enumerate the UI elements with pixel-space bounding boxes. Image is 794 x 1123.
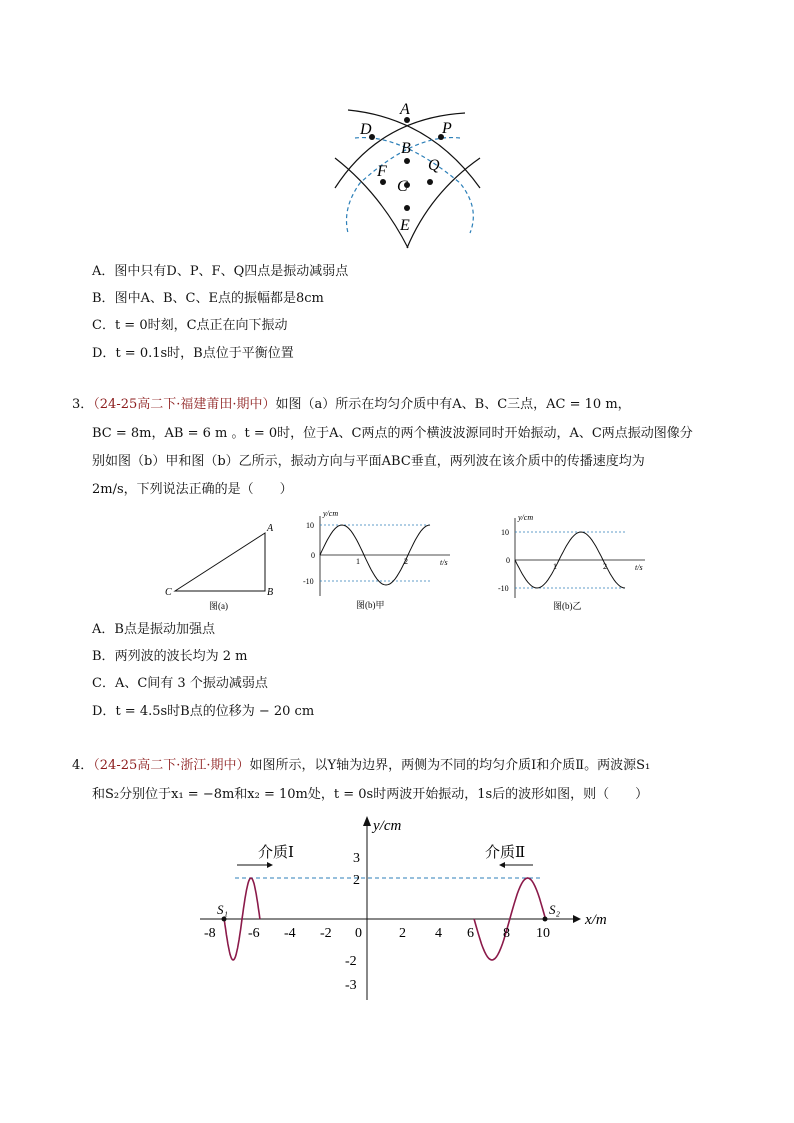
y-label: y/cm xyxy=(518,513,534,522)
q3-option-a[interactable]: A．B点是振动加强点 xyxy=(92,622,215,637)
x-tick: -2 xyxy=(320,926,332,941)
y-tick-2: 2 xyxy=(353,873,360,888)
label-e: E xyxy=(400,217,410,234)
x-tick: 0 xyxy=(355,926,362,941)
q2-option-d[interactable]: D．t = 0.1s时，B点位于平衡位置 xyxy=(92,346,294,361)
interference-figure xyxy=(320,98,500,253)
medium1-label: 介质Ⅰ xyxy=(258,845,294,861)
source-s2 xyxy=(543,917,548,922)
x-label: t/s xyxy=(440,558,448,567)
y-tick-neg2: -2 xyxy=(345,954,357,969)
x-tick-1: 1 xyxy=(553,562,557,571)
y-tick-0: 0 xyxy=(506,556,510,565)
label-d: D xyxy=(360,121,372,138)
y-axis-arrow xyxy=(363,816,371,826)
caption-a: 图(a) xyxy=(209,601,228,611)
y-tick-neg10: -10 xyxy=(498,584,509,593)
x-axis-arrow xyxy=(573,915,581,923)
label-q: Q xyxy=(428,157,440,174)
crest-arc xyxy=(335,158,408,248)
label-c: C xyxy=(397,178,408,195)
q4-source: （24-25高二下·浙江·期中） xyxy=(93,758,250,773)
label-a: A xyxy=(267,523,274,534)
y-tick-10: 10 xyxy=(306,521,314,530)
x-tick: -6 xyxy=(248,926,260,941)
x-tick-2: 2 xyxy=(404,557,408,566)
x-tick: 6 xyxy=(467,926,474,941)
x-label: t/s xyxy=(635,563,643,572)
label-s1: S₁ xyxy=(217,902,229,917)
label-c: C xyxy=(165,587,172,598)
x-tick: 10 xyxy=(536,926,550,941)
x-tick: -8 xyxy=(204,926,216,941)
y-tick-neg3: -3 xyxy=(345,978,357,993)
caption-b2: 图(b)乙 xyxy=(553,601,582,611)
y-tick-0: 0 xyxy=(311,551,315,560)
point-q xyxy=(427,179,433,185)
q3-stem-line4: 2m/s，下列说法正确的是（ ） xyxy=(92,482,293,497)
y-tick-3: 3 xyxy=(353,851,360,866)
y-label: y/cm xyxy=(373,818,402,834)
q4-stem-line2: 和S₂分别位于x₁ = −8m和x₂ = 10m处，t = 0s时两波开始振动，1s后的波形如图，则（ ） xyxy=(92,787,649,802)
q3-stem-line3: 别如图（b）甲和图（b）乙所示，振动方向与平面ABC垂直，两列波在该介质中的传播速度均为 xyxy=(92,454,645,469)
point-b xyxy=(404,158,410,164)
medium1-arrowhead xyxy=(267,862,273,868)
chart-b2 xyxy=(487,510,657,615)
trough-arc xyxy=(355,138,473,233)
label-s2: S₂ xyxy=(549,902,561,917)
medium2-arrowhead xyxy=(499,862,505,868)
x-label: x/m xyxy=(585,912,607,928)
q3-option-d[interactable]: D．t = 4.5s时B点的位移为 − 20 cm xyxy=(92,704,315,719)
y-tick-neg10: -10 xyxy=(303,577,314,586)
x-tick: -4 xyxy=(284,926,296,941)
triangle-abc xyxy=(175,533,265,591)
label-a: A xyxy=(400,101,410,118)
x-tick: 8 xyxy=(503,926,510,941)
q4-stem-line1: 4．（24-25高二下·浙江·期中）如图所示，以Y轴为边界，两侧为不同的均匀介质Ⅰ和介质Ⅱ。两波源S₁ xyxy=(72,758,651,773)
caption-b1: 图(b)甲 xyxy=(356,600,385,610)
x-tick-1: 1 xyxy=(356,557,360,566)
x-tick-2: 2 xyxy=(603,562,607,571)
q3-stem-line1: 3．（24-25高二下·福建莆田·期中）如图（a）所示在均匀介质中有A、B、C三点，AC = 10 m， xyxy=(72,397,631,412)
label-b: B xyxy=(267,587,274,598)
source-s1 xyxy=(222,917,227,922)
q3-option-b[interactable]: B．两列波的波长均为 2 m xyxy=(92,649,248,664)
wave-chart xyxy=(195,812,615,1004)
point-e xyxy=(404,205,410,211)
q2-option-a[interactable]: A．图中只有D、P、F、Q四点是振动减弱点 xyxy=(92,264,349,279)
x-tick: 4 xyxy=(435,926,442,941)
crest-arc xyxy=(407,158,480,248)
triangle-figure xyxy=(155,515,290,615)
y-label: y/cm xyxy=(323,509,339,518)
label-b: B xyxy=(401,140,411,157)
label-f: F xyxy=(377,163,387,180)
q3-option-c[interactable]: C．A、C间有 3 个振动减弱点 xyxy=(92,676,268,691)
q2-option-c[interactable]: C．t = 0时刻，C点正在向下振动 xyxy=(92,318,288,333)
q3-stem-line2: BC = 8m，AB = 6 m 。t = 0时，位于A、C两点的两个横波波源同时开始振动，A、C两点振动图像分 xyxy=(92,426,693,441)
q3-source: （24-25高二下·福建莆田·期中） xyxy=(93,397,276,412)
q2-option-b[interactable]: B．图中A、B、C、E点的振幅都是8cm xyxy=(92,291,324,306)
chart-b1 xyxy=(290,508,460,613)
y-tick-10: 10 xyxy=(501,528,509,537)
medium2-label: 介质Ⅱ xyxy=(485,845,526,861)
x-tick: 2 xyxy=(399,926,406,941)
label-p: P xyxy=(442,120,452,137)
